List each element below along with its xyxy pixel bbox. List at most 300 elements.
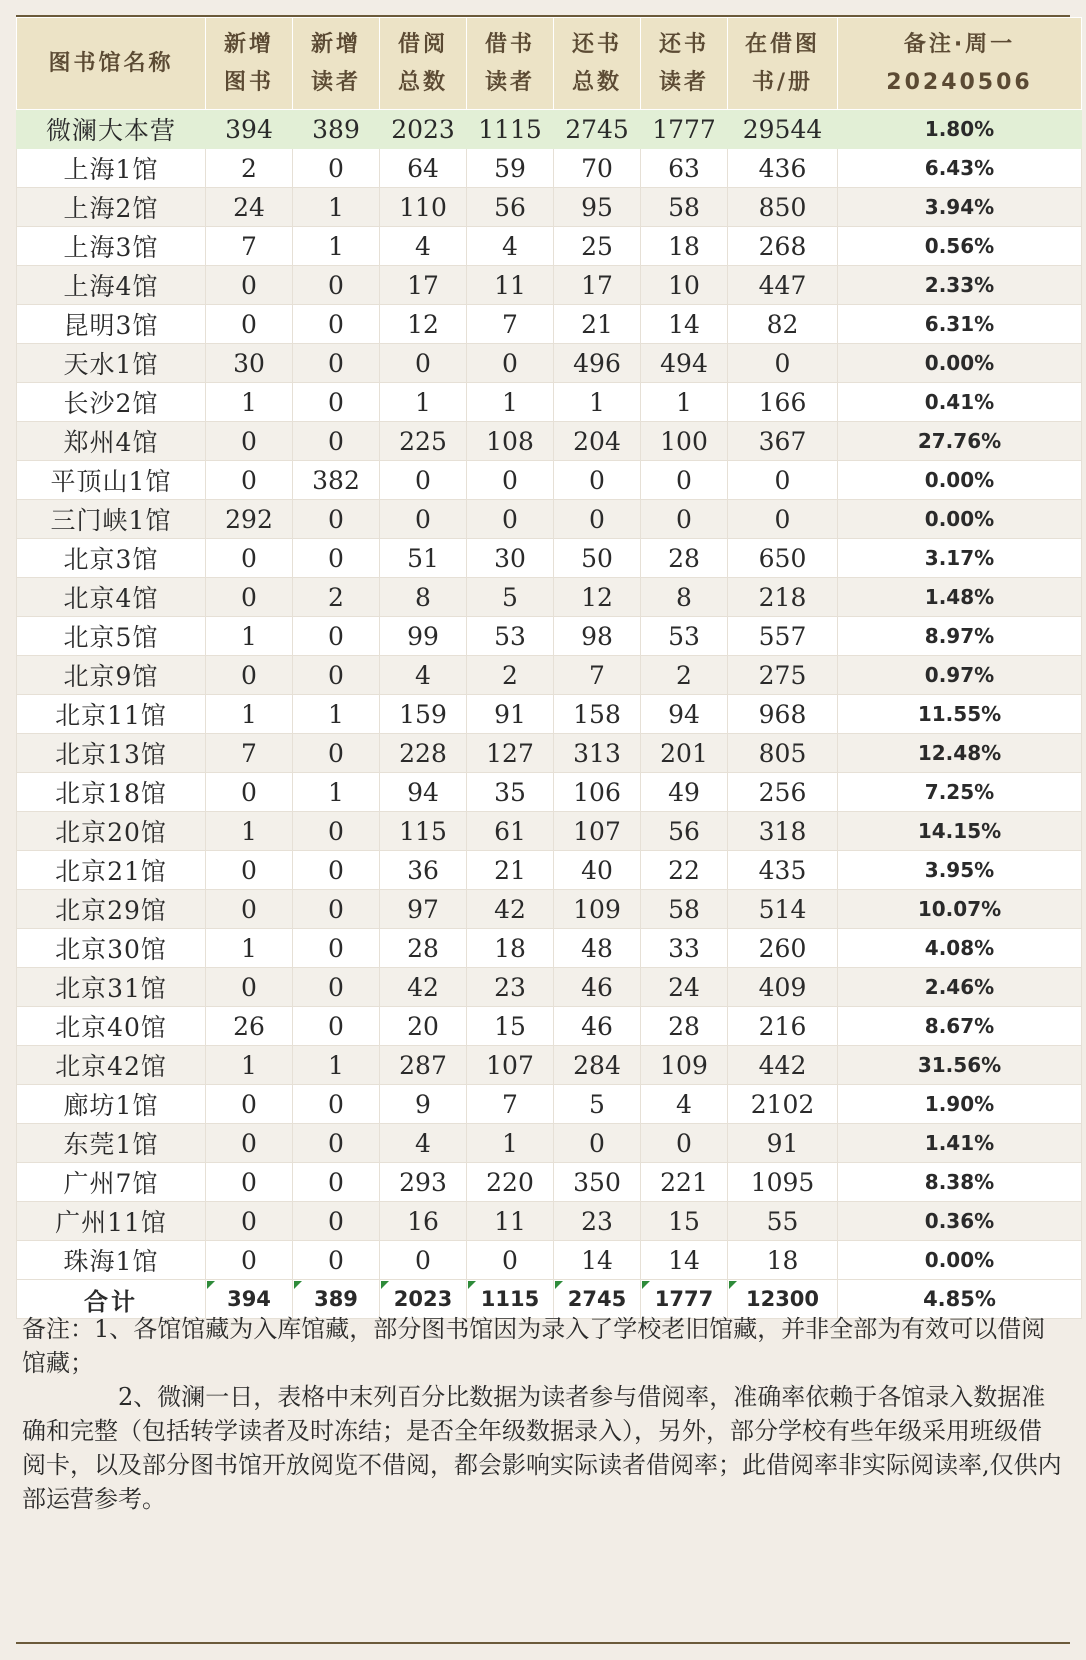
total-value: 2745: [567, 1287, 627, 1311]
cell-borrowing-readers: 7: [467, 1085, 554, 1124]
cell-new-books: 2: [206, 149, 293, 188]
cell-borrowing-readers: 56: [467, 188, 554, 227]
cell-library-name: 上海4馆: [17, 266, 206, 305]
cell-total-returned: 350: [554, 1163, 641, 1202]
cell-returning-readers: 94: [641, 695, 728, 734]
cell-total-returned: 17: [554, 266, 641, 305]
total-value: 12300: [745, 1287, 820, 1311]
cell-returning-readers: 28: [641, 539, 728, 578]
cell-new-readers: 1: [293, 773, 380, 812]
cell-returning-readers: 33: [641, 929, 728, 968]
cell-library-name: 北京40馆: [17, 1007, 206, 1046]
cell-library-name: 北京4馆: [17, 578, 206, 617]
cell-borrow-rate: 0.00%: [838, 344, 1082, 383]
cell-returning-readers: 0: [641, 500, 728, 539]
cell-borrowing-readers: 21: [467, 851, 554, 890]
cell-library-name: 微澜大本营: [17, 110, 206, 149]
table-row: [17, 734, 1082, 773]
cell-total-returned: 284: [554, 1046, 641, 1085]
cell-books-on-loan: 0: [728, 461, 838, 500]
cell-borrow-rate: 3.17%: [838, 539, 1082, 578]
cell-borrowing-readers: 1: [467, 383, 554, 422]
cell-total-returned: 7: [554, 656, 641, 695]
cell-new-readers: 0: [293, 1124, 380, 1163]
cell-library-name: 北京42馆: [17, 1046, 206, 1085]
col-header-total-returned: 还书 总数: [554, 18, 641, 110]
total-value: 389: [314, 1287, 358, 1311]
cell-books-on-loan: 436: [728, 149, 838, 188]
cell-books-on-loan: 218: [728, 578, 838, 617]
cell-borrowing-readers: 220: [467, 1163, 554, 1202]
cell-borrow-rate: 0.00%: [838, 500, 1082, 539]
formula-flag-icon: [468, 1281, 476, 1289]
cell-borrowing-readers: 0: [467, 1241, 554, 1280]
cell-library-name: 北京29馆: [17, 890, 206, 929]
cell-total-borrowed: 36: [380, 851, 467, 890]
cell-new-books: 0: [206, 656, 293, 695]
cell-borrowing-readers: 35: [467, 773, 554, 812]
cell-returning-readers: 2: [641, 656, 728, 695]
cell-total-returned: 0: [554, 1124, 641, 1163]
cell-returning-readers: 18: [641, 227, 728, 266]
cell-borrow-rate: 0.00%: [838, 461, 1082, 500]
cell-new-books: 0: [206, 773, 293, 812]
cell-library-name: 东莞1馆: [17, 1124, 206, 1163]
cell-new-readers: 0: [293, 890, 380, 929]
table-row: [17, 539, 1082, 578]
cell-library-name: 天水1馆: [17, 344, 206, 383]
cell-total-returned: 107: [554, 812, 641, 851]
total-value: 1115: [480, 1287, 540, 1311]
cell-new-books: 292: [206, 500, 293, 539]
cell-books-on-loan: 55: [728, 1202, 838, 1241]
table-row: [17, 1202, 1082, 1241]
cell-returning-readers: 56: [641, 812, 728, 851]
cell-returning-readers: 100: [641, 422, 728, 461]
cell-total-returned: 70: [554, 149, 641, 188]
cell-borrowing-readers: 1: [467, 1124, 554, 1163]
cell-borrow-rate: 8.38%: [838, 1163, 1082, 1202]
cell-books-on-loan: 0: [728, 344, 838, 383]
table-row: [17, 149, 1082, 188]
cell-new-readers: 0: [293, 968, 380, 1007]
cell-total-returned: 95: [554, 188, 641, 227]
table-row: [17, 851, 1082, 890]
cell-borrowing-readers: 61: [467, 812, 554, 851]
cell-new-readers: 0: [293, 1163, 380, 1202]
cell-new-books: 1: [206, 617, 293, 656]
cell-total-returned: 40: [554, 851, 641, 890]
cell-new-books: 0: [206, 422, 293, 461]
cell-books-on-loan: 435: [728, 851, 838, 890]
cell-total-borrowed: 4: [380, 227, 467, 266]
table-row: [17, 578, 1082, 617]
cell-total-borrowed: 16: [380, 1202, 467, 1241]
table-row: [17, 929, 1082, 968]
cell-total-borrowed: 99: [380, 617, 467, 656]
cell-borrowing-readers: 42: [467, 890, 554, 929]
cell-new-readers: 0: [293, 1202, 380, 1241]
cell-new-books: 1: [206, 812, 293, 851]
table-row: [17, 422, 1082, 461]
cell-borrow-rate: 0.41%: [838, 383, 1082, 422]
table-row: [17, 656, 1082, 695]
cell-returning-readers: 8: [641, 578, 728, 617]
cell-borrowing-readers: 91: [467, 695, 554, 734]
cell-books-on-loan: 275: [728, 656, 838, 695]
cell-borrow-rate: 1.48%: [838, 578, 1082, 617]
cell-total-borrowed: 287: [380, 1046, 467, 1085]
cell-total-returned: 313: [554, 734, 641, 773]
table-row: [17, 968, 1082, 1007]
cell-total-returned: 1: [554, 383, 641, 422]
cell-borrow-rate: 4.08%: [838, 929, 1082, 968]
cell-total-borrowed: 115: [380, 812, 467, 851]
cell-new-books: 0: [206, 461, 293, 500]
cell-returning-readers: 28: [641, 1007, 728, 1046]
cell-returning-readers: 49: [641, 773, 728, 812]
col-header-books-on-loan: 在借图 书/册: [728, 18, 838, 110]
cell-new-books: 0: [206, 1202, 293, 1241]
cell-total-returned: 46: [554, 968, 641, 1007]
cell-borrow-rate: 0.00%: [838, 1241, 1082, 1280]
cell-total-returned: 50: [554, 539, 641, 578]
cell-new-readers: 0: [293, 851, 380, 890]
cell-books-on-loan: 447: [728, 266, 838, 305]
cell-new-readers: 0: [293, 266, 380, 305]
table-row: [17, 1046, 1082, 1085]
cell-books-on-loan: 256: [728, 773, 838, 812]
cell-borrowing-readers: 127: [467, 734, 554, 773]
cell-borrowing-readers: 0: [467, 500, 554, 539]
table-row: [17, 773, 1082, 812]
cell-total-returned: 496: [554, 344, 641, 383]
cell-borrow-rate: 1.41%: [838, 1124, 1082, 1163]
cell-total-borrowed: 0: [380, 1241, 467, 1280]
col-header-new-readers: 新增 读者: [293, 18, 380, 110]
cell-borrow-rate: 0.56%: [838, 227, 1082, 266]
cell-total-returned: 98: [554, 617, 641, 656]
cell-total-borrowed: 110: [380, 188, 467, 227]
cell-borrow-rate: 8.67%: [838, 1007, 1082, 1046]
cell-new-books: 1: [206, 929, 293, 968]
cell-borrow-rate: 6.31%: [838, 305, 1082, 344]
cell-borrowing-readers: 15: [467, 1007, 554, 1046]
cell-new-books: 0: [206, 539, 293, 578]
cell-books-on-loan: 0: [728, 500, 838, 539]
bottom-rule: [16, 1642, 1070, 1644]
cell-library-name: 平顶山1馆: [17, 461, 206, 500]
cell-returning-readers: 494: [641, 344, 728, 383]
cell-total-borrowed: 20: [380, 1007, 467, 1046]
cell-borrow-rate: 11.55%: [838, 695, 1082, 734]
cell-new-readers: 0: [293, 929, 380, 968]
cell-library-name: 北京30馆: [17, 929, 206, 968]
cell-books-on-loan: 260: [728, 929, 838, 968]
total-value: 4.85%: [923, 1287, 996, 1311]
cell-new-readers: 382: [293, 461, 380, 500]
cell-returning-readers: 53: [641, 617, 728, 656]
cell-borrow-rate: 12.48%: [838, 734, 1082, 773]
cell-total-returned: 25: [554, 227, 641, 266]
table-row: [17, 266, 1082, 305]
cell-total-borrowed: 225: [380, 422, 467, 461]
cell-borrowing-readers: 5: [467, 578, 554, 617]
cell-borrow-rate: 7.25%: [838, 773, 1082, 812]
cell-books-on-loan: 216: [728, 1007, 838, 1046]
cell-library-name: 北京18馆: [17, 773, 206, 812]
cell-new-readers: 1: [293, 695, 380, 734]
cell-books-on-loan: 1095: [728, 1163, 838, 1202]
cell-borrowing-readers: 0: [467, 461, 554, 500]
note-2: 2、微澜一日，表格中末列百分比数据为读者参与借阅率，准确率依赖于各馆录入数据准确和完整（包括转学读者及时冻结；是否全年级数据录入），另外，部分学校有些年级采用班级借阅卡，以及部分图书馆开放阅览不借阅，都会影响实际读者借阅率；此借阅率非实际阅读率,仅供内部运营参考。: [22, 1383, 1062, 1513]
cell-total-borrowed: 4: [380, 1124, 467, 1163]
cell-new-books: 0: [206, 1124, 293, 1163]
table-row: [17, 1085, 1082, 1124]
cell-total-borrowed: 8: [380, 578, 467, 617]
cell-new-readers: 0: [293, 422, 380, 461]
cell-total-returned: 21: [554, 305, 641, 344]
cell-library-name: 广州7馆: [17, 1163, 206, 1202]
cell-new-books: 0: [206, 266, 293, 305]
cell-borrow-rate: 14.15%: [838, 812, 1082, 851]
cell-borrow-rate: 10.07%: [838, 890, 1082, 929]
cell-books-on-loan: 557: [728, 617, 838, 656]
cell-borrowing-readers: 2: [467, 656, 554, 695]
cell-returning-readers: 221: [641, 1163, 728, 1202]
cell-total-borrowed: 0: [380, 344, 467, 383]
cell-library-name: 广州11馆: [17, 1202, 206, 1241]
formula-flag-icon: [642, 1281, 650, 1289]
total-value: 1777: [654, 1287, 714, 1311]
cell-library-name: 廊坊1馆: [17, 1085, 206, 1124]
cell-new-books: 0: [206, 1163, 293, 1202]
cell-total-returned: 48: [554, 929, 641, 968]
cell-books-on-loan: 18: [728, 1241, 838, 1280]
table-row: [17, 461, 1082, 500]
cell-total-borrowed: 228: [380, 734, 467, 773]
cell-new-books: 0: [206, 578, 293, 617]
cell-returning-readers: 58: [641, 890, 728, 929]
table-row: [17, 500, 1082, 539]
table-row: [17, 1007, 1082, 1046]
cell-borrow-rate: 1.90%: [838, 1085, 1082, 1124]
table-row: [17, 383, 1082, 422]
table-row: [17, 812, 1082, 851]
cell-library-name: 北京13馆: [17, 734, 206, 773]
cell-new-readers: 0: [293, 617, 380, 656]
cell-books-on-loan: 91: [728, 1124, 838, 1163]
cell-borrowing-readers: 11: [467, 266, 554, 305]
cell-total-borrowed: 1: [380, 383, 467, 422]
notes-section: [22, 1312, 1062, 1516]
col-header-new-books: 新增 图书: [206, 18, 293, 110]
cell-new-books: 0: [206, 1241, 293, 1280]
header-row: [17, 18, 1082, 110]
cell-new-books: 26: [206, 1007, 293, 1046]
cell-total-borrowed: 0: [380, 500, 467, 539]
table-row: [17, 188, 1082, 227]
cell-new-readers: 0: [293, 1085, 380, 1124]
cell-borrowing-readers: 1115: [467, 110, 554, 149]
cell-borrow-rate: 27.76%: [838, 422, 1082, 461]
col-header-remark-date: 备注·周一 20240506: [838, 18, 1082, 110]
cell-books-on-loan: 268: [728, 227, 838, 266]
cell-returning-readers: 58: [641, 188, 728, 227]
cell-books-on-loan: 29544: [728, 110, 838, 149]
cell-books-on-loan: 514: [728, 890, 838, 929]
cell-borrowing-readers: 18: [467, 929, 554, 968]
col-header-library-name: 图书馆名称: [17, 18, 206, 110]
cell-borrowing-readers: 7: [467, 305, 554, 344]
cell-new-books: 1: [206, 383, 293, 422]
cell-new-readers: 0: [293, 500, 380, 539]
col-header-total-borrowed: 借阅 总数: [380, 18, 467, 110]
cell-borrow-rate: 0.36%: [838, 1202, 1082, 1241]
cell-new-readers: 1: [293, 227, 380, 266]
cell-books-on-loan: 650: [728, 539, 838, 578]
cell-books-on-loan: 409: [728, 968, 838, 1007]
cell-total-returned: 106: [554, 773, 641, 812]
col-header-returning-readers: 还书 读者: [641, 18, 728, 110]
cell-borrowing-readers: 107: [467, 1046, 554, 1085]
table-row: [17, 1241, 1082, 1280]
cell-borrowing-readers: 59: [467, 149, 554, 188]
cell-library-name: 北京5馆: [17, 617, 206, 656]
cell-total-borrowed: 4: [380, 656, 467, 695]
formula-flag-icon: [729, 1281, 737, 1289]
cell-total-borrowed: 94: [380, 773, 467, 812]
cell-new-books: 7: [206, 734, 293, 773]
cell-total-borrowed: 2023: [380, 110, 467, 149]
table-row: [17, 227, 1082, 266]
total-value: 2023: [393, 1287, 453, 1311]
cell-returning-readers: 1: [641, 383, 728, 422]
cell-new-readers: 0: [293, 305, 380, 344]
cell-total-borrowed: 64: [380, 149, 467, 188]
cell-new-readers: 1: [293, 188, 380, 227]
cell-books-on-loan: 82: [728, 305, 838, 344]
cell-returning-readers: 1777: [641, 110, 728, 149]
table-row: [17, 305, 1082, 344]
cell-total-borrowed: 9: [380, 1085, 467, 1124]
cell-total-returned: 0: [554, 500, 641, 539]
cell-books-on-loan: 805: [728, 734, 838, 773]
cell-returning-readers: 24: [641, 968, 728, 1007]
cell-total-returned: 46: [554, 1007, 641, 1046]
table-row-headquarters: [17, 110, 1082, 149]
cell-new-readers: 0: [293, 656, 380, 695]
cell-total-borrowed: 159: [380, 695, 467, 734]
cell-total-returned: 204: [554, 422, 641, 461]
cell-new-books: 394: [206, 110, 293, 149]
table-row: [17, 617, 1082, 656]
cell-new-books: 0: [206, 890, 293, 929]
cell-new-readers: 2: [293, 578, 380, 617]
cell-borrowing-readers: 108: [467, 422, 554, 461]
cell-total-returned: 109: [554, 890, 641, 929]
cell-borrow-rate: 2.46%: [838, 968, 1082, 1007]
cell-new-readers: 0: [293, 812, 380, 851]
cell-total-borrowed: 97: [380, 890, 467, 929]
formula-flag-icon: [294, 1281, 302, 1289]
cell-borrow-rate: 6.43%: [838, 149, 1082, 188]
cell-total-returned: 14: [554, 1241, 641, 1280]
cell-new-books: 1: [206, 695, 293, 734]
cell-books-on-loan: 850: [728, 188, 838, 227]
cell-total-returned: 2745: [554, 110, 641, 149]
cell-library-name: 上海2馆: [17, 188, 206, 227]
note-1: 备注：1、各馆馆藏为入库馆藏，部分图书馆因为录入了学校老旧馆藏，并非全部为有效可以借阅馆藏；: [22, 1315, 1046, 1377]
cell-borrowing-readers: 0: [467, 344, 554, 383]
cell-new-readers: 0: [293, 149, 380, 188]
cell-total-borrowed: 51: [380, 539, 467, 578]
cell-new-readers: 1: [293, 1046, 380, 1085]
cell-total-borrowed: 0: [380, 461, 467, 500]
cell-library-name: 北京11馆: [17, 695, 206, 734]
cell-returning-readers: 10: [641, 266, 728, 305]
cell-total-borrowed: 12: [380, 305, 467, 344]
col-header-borrowing-readers: 借书 读者: [467, 18, 554, 110]
cell-books-on-loan: 442: [728, 1046, 838, 1085]
total-value: 394: [227, 1287, 271, 1311]
cell-total-returned: 158: [554, 695, 641, 734]
cell-library-name: 北京31馆: [17, 968, 206, 1007]
cell-library-name: 昆明3馆: [17, 305, 206, 344]
cell-borrowing-readers: 11: [467, 1202, 554, 1241]
cell-borrow-rate: 2.33%: [838, 266, 1082, 305]
cell-new-readers: 0: [293, 344, 380, 383]
cell-new-readers: 0: [293, 383, 380, 422]
table-row: [17, 1163, 1082, 1202]
cell-returning-readers: 15: [641, 1202, 728, 1241]
cell-new-books: 0: [206, 1085, 293, 1124]
cell-library-name: 上海3馆: [17, 227, 206, 266]
cell-borrowing-readers: 4: [467, 227, 554, 266]
table-body: [17, 110, 1082, 1319]
cell-books-on-loan: 2102: [728, 1085, 838, 1124]
table-row: [17, 695, 1082, 734]
cell-new-books: 24: [206, 188, 293, 227]
cell-new-books: 30: [206, 344, 293, 383]
cell-library-name: 北京20馆: [17, 812, 206, 851]
cell-returning-readers: 0: [641, 461, 728, 500]
cell-returning-readers: 201: [641, 734, 728, 773]
cell-borrow-rate: 0.97%: [838, 656, 1082, 695]
cell-new-readers: 389: [293, 110, 380, 149]
cell-returning-readers: 63: [641, 149, 728, 188]
cell-borrow-rate: 31.56%: [838, 1046, 1082, 1085]
cell-library-name: 珠海1馆: [17, 1241, 206, 1280]
cell-borrow-rate: 8.97%: [838, 617, 1082, 656]
cell-new-books: 7: [206, 227, 293, 266]
cell-returning-readers: 0: [641, 1124, 728, 1163]
cell-total-returned: 5: [554, 1085, 641, 1124]
cell-total-returned: 0: [554, 461, 641, 500]
formula-flag-icon: [207, 1281, 215, 1289]
cell-borrowing-readers: 30: [467, 539, 554, 578]
cell-borrow-rate: 3.95%: [838, 851, 1082, 890]
table-row: [17, 344, 1082, 383]
cell-library-name: 三门峡1馆: [17, 500, 206, 539]
table-row: [17, 1124, 1082, 1163]
cell-new-readers: 0: [293, 1241, 380, 1280]
cell-library-name: 北京9馆: [17, 656, 206, 695]
cell-library-name: 北京3馆: [17, 539, 206, 578]
cell-borrow-rate: 3.94%: [838, 188, 1082, 227]
cell-new-books: 0: [206, 305, 293, 344]
cell-total-returned: 12: [554, 578, 641, 617]
